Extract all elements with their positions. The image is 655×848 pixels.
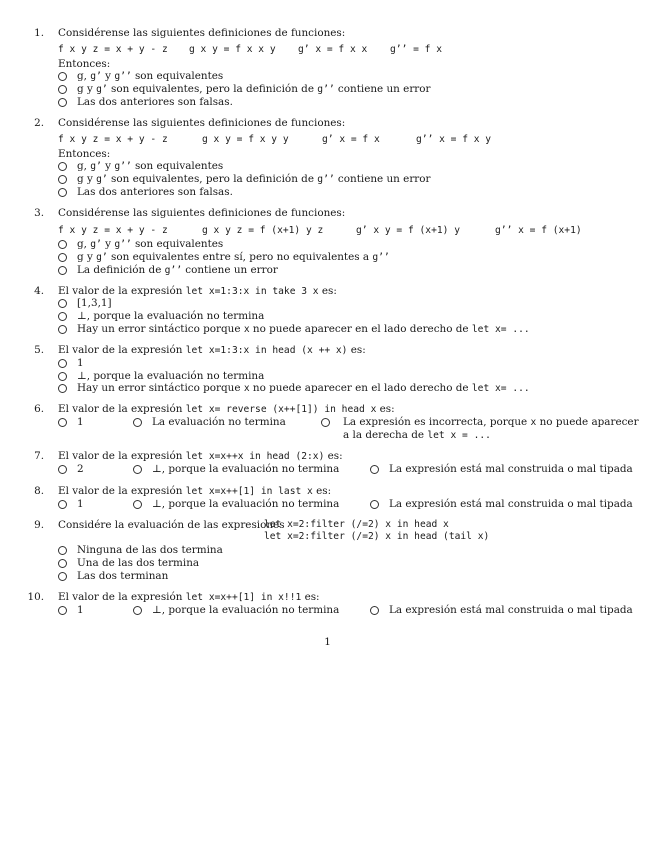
definition-g-double-prime: g’’ = f x <box>390 44 442 55</box>
definition-g-double-prime: g’’ x = f x y <box>416 134 492 145</box>
radio-button[interactable] <box>58 312 67 321</box>
definition-g: g x y = f x x y <box>189 44 276 55</box>
question-number: 5. <box>34 344 44 356</box>
question-number: 3. <box>34 207 44 219</box>
radio-button[interactable] <box>321 418 330 427</box>
radio-button[interactable] <box>58 253 67 262</box>
radio-button[interactable] <box>58 72 67 81</box>
definition-g-prime: g’ x = f x x <box>298 44 368 55</box>
question-extra-text: Entonces: <box>58 58 111 70</box>
radio-button[interactable] <box>58 325 67 334</box>
radio-button[interactable] <box>133 500 142 509</box>
question-number: 7. <box>34 450 44 462</box>
exam-page: 1. Considérense las siguientes definiciones de funciones: f x y z = x + y - z g x y = f x x y g’ x = f x x g’’ = f x Entonces: g, g’ y g’’ son equivalentes g y g’ son equivalentes, pero la definición de g’’ contiene un error Las dos anteriores son falsas. 2. Considérense las siguientes definiciones de funciones: f x y z = x + y - z g x y = f x y y g’ x = f x g’’ x = f x y Entonces: g, g’ y g’’ son equivalentes g y g’ son equivalentes, pero la definición de g’’ contiene un error Las dos anteriores son falsas. 3. Considérense las siguientes definiciones de funciones: f x y z = x + y - z g x y z = f (x+1) y z g’ x y = f (x+1) y g’’ x = f (x+1) g, g’ y g’’ son equivalentes g y g’ son equivalentes entre sí, pero no equivalentes a g’’ La definición de g’’ contiene un error 4. El valor de la expresión let x=1:3:x in take 3 x es: [1,3,1] ⊥, porque la evaluación no termina Hay un error sintáctico porque x no puede aparecer en el lado derecho de let x= ... 5. El valor de la expresión let x=1:3:x in head (x ++ x) es: 1 ⊥, porque la evaluación no termina Hay un error sintáctico porque x no puede aparecer en el lado derecho de let x= ... 6. El valor de la expresión let x= reverse (x++[1]) in head x es: 1 La evaluación no termina La expresión es incorrecta, porque x no puede aparecer a la derecha de let x = ... 7. El valor de la expresión let x=x++x in head (2:x) es: 2 ⊥, porque la evaluación no termina La expresión está mal construida o mal tipada 8. El valor de la expresión let x=x++[1] in last x es: 1 ⊥, porque la evaluación no termina La expresión está mal construida o mal tipada 9. Considére la evaluación de las expresiones let x=2:filter (/=2) x in head x let x=2:filter (/=2) x in head (tail x) Ninguna de las dos termina Una de las dos termina Las dos terminan 10. El valor de la expresión let x=x++[1] in x!!1 es: 1 ⊥, porque la evaluación no termina La expresión está mal construida o mal tipada 1 <box>0 0 655 848</box>
radio-button[interactable] <box>370 500 379 509</box>
question-stem: Considérense las siguientes definiciones de funciones: <box>58 117 346 129</box>
definition-g-double-prime: g’’ x = f (x+1) <box>495 225 582 236</box>
page-number: 1 <box>324 636 331 648</box>
radio-button[interactable] <box>58 559 67 568</box>
question-stem: El valor de la expresión let x=1:3:x in take 3 x es: <box>58 285 337 297</box>
question-stem: Considérense las siguientes definiciones de funciones: <box>58 207 346 219</box>
question-number: 4. <box>34 285 44 297</box>
question-number: 1. <box>34 27 44 39</box>
question-stem: El valor de la expresión let x= reverse (x++[1]) in head x es: <box>58 403 395 415</box>
code-expression-2: let x=2:filter (/=2) x in head (tail x) <box>264 531 490 542</box>
question-stem: El valor de la expresión let x=x++x in head (2:x) es: <box>58 450 343 462</box>
radio-button[interactable] <box>58 266 67 275</box>
radio-button[interactable] <box>58 572 67 581</box>
radio-button[interactable] <box>58 606 67 615</box>
definition-f: f x y z = x + y - z <box>58 44 168 55</box>
definition-f: f x y z = x + y - z <box>58 134 168 145</box>
question-stem: El valor de la expresión let x=x++[1] in last x es: <box>58 485 332 497</box>
radio-button[interactable] <box>58 188 67 197</box>
radio-button[interactable] <box>58 372 67 381</box>
radio-button[interactable] <box>58 418 67 427</box>
definition-g: g x y z = f (x+1) y z <box>202 225 324 236</box>
radio-button[interactable] <box>58 85 67 94</box>
radio-button[interactable] <box>58 359 67 368</box>
code-expression-1: let x=2:filter (/=2) x in head x <box>264 519 449 530</box>
radio-button[interactable] <box>133 465 142 474</box>
question-number: 6. <box>34 403 44 415</box>
question-number: 8. <box>34 485 44 497</box>
question-number: 2. <box>34 117 44 129</box>
definition-g: g x y = f x y y <box>202 134 289 145</box>
radio-button[interactable] <box>370 606 379 615</box>
definition-f: f x y z = x + y - z <box>58 225 168 236</box>
question-extra-text: Entonces: <box>58 148 111 160</box>
radio-button[interactable] <box>58 240 67 249</box>
question-stem: El valor de la expresión let x=x++[1] in x!!1 es: <box>58 591 320 603</box>
definition-g-prime: g’ x y = f (x+1) y <box>356 225 460 236</box>
question-number: 9. <box>34 519 44 531</box>
radio-button[interactable] <box>58 465 67 474</box>
radio-button[interactable] <box>133 606 142 615</box>
question-stem: El valor de la expresión let x=1:3:x in head (x ++ x) es: <box>58 344 366 356</box>
radio-button[interactable] <box>58 98 67 107</box>
question-stem: Considérense las siguientes definiciones de funciones: <box>58 27 346 39</box>
radio-button[interactable] <box>58 384 67 393</box>
radio-button[interactable] <box>58 299 67 308</box>
radio-button[interactable] <box>58 500 67 509</box>
question-stem: Considére la evaluación de las expresiones <box>58 519 285 531</box>
question-number: 10. <box>27 591 44 603</box>
radio-button[interactable] <box>370 465 379 474</box>
radio-button[interactable] <box>58 175 67 184</box>
radio-button[interactable] <box>58 546 67 555</box>
definition-g-prime: g’ x = f x <box>322 134 380 145</box>
radio-button[interactable] <box>133 418 142 427</box>
radio-button[interactable] <box>58 162 67 171</box>
